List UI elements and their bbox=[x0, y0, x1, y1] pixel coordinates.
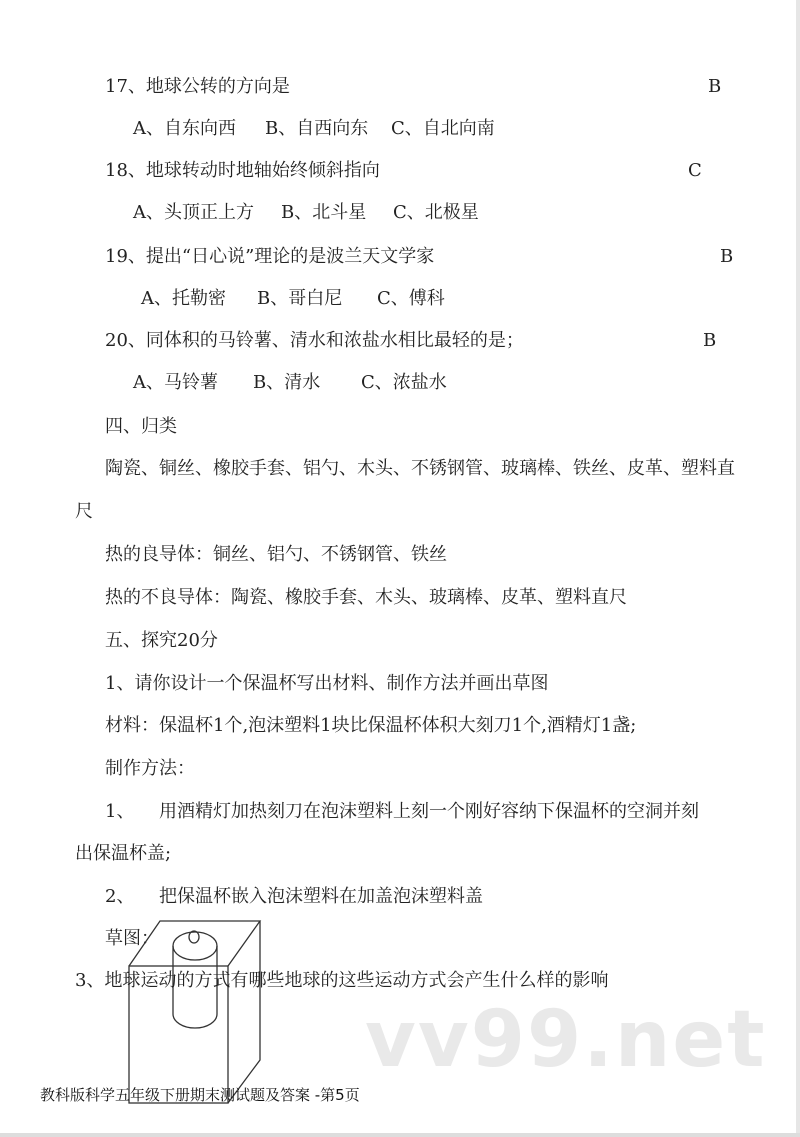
page-bottom-edge bbox=[0, 1133, 800, 1137]
classify-items-cont: 尺 bbox=[75, 501, 93, 522]
option-b: B、自西向东 bbox=[265, 118, 369, 139]
step-1-cont: 出保温杯盖; bbox=[75, 843, 172, 864]
cup-top bbox=[173, 932, 217, 960]
question-20-stem: 20、同体积的马铃薯、清水和浓盐水相比最轻的是； bbox=[105, 330, 524, 351]
option-a: A、自东向西 bbox=[133, 118, 236, 139]
question-19-answer: B bbox=[720, 246, 734, 267]
classify-items: 陶瓷、铜丝、橡胶手套、铝勺、木头、不锈钢管、玻璃棒、铁丝、皮革、塑料直 bbox=[105, 458, 735, 479]
sketch-label: 草图： bbox=[105, 928, 159, 949]
option-a: A、马铃薯 bbox=[133, 372, 218, 393]
poor-conductors: 热的不良导体：陶瓷、橡胶手套、木头、玻璃棒、皮革、塑料直尺 bbox=[105, 587, 627, 608]
box-side bbox=[228, 921, 260, 1103]
option-a: A、头顶正上方 bbox=[133, 202, 254, 223]
method-label: 制作方法： bbox=[105, 758, 195, 779]
option-c: C、傅科 bbox=[377, 288, 445, 309]
question-3: 3、地球运动的方式有哪些地球的这些运动方式会产生什么样的影响 bbox=[75, 970, 609, 991]
watermark: vv99.net bbox=[365, 995, 767, 1085]
step-1: 用酒精灯加热刻刀在泡沫塑料上刻一个刚好容纳下保温杯的空洞并刻 bbox=[159, 801, 699, 822]
option-b: B、清水 bbox=[253, 372, 321, 393]
page-footer: 教科版科学五年级下册期末测试题及答案 -第5页 bbox=[40, 1086, 360, 1104]
step-1-number: 1、 bbox=[105, 801, 135, 822]
question-19-stem: 19、提出“日心说”理论的是波兰天文学家 bbox=[105, 246, 435, 267]
question-1: 1、请你设计一个保温杯写出材料、制作方法并画出草图 bbox=[105, 673, 549, 694]
materials: 材料：保温杯1个,泡沫塑料1块比保温杯体积大刻刀1个,酒精灯1盏; bbox=[105, 715, 637, 736]
option-c: C、浓盐水 bbox=[361, 372, 447, 393]
question-17-answer: B bbox=[708, 76, 722, 97]
cup-knob bbox=[189, 931, 199, 943]
option-b: B、哥白尼 bbox=[257, 288, 343, 309]
step-2: 把保温杯嵌入泡沫塑料在加盖泡沫塑料盖 bbox=[159, 886, 483, 907]
section-4-title: 四、归类 bbox=[105, 416, 177, 437]
question-18-answer: C bbox=[688, 160, 702, 181]
section-5-title: 五、探究20分 bbox=[105, 630, 218, 651]
step-2-number: 2、 bbox=[105, 886, 135, 907]
question-18-stem: 18、地球转动时地轴始终倾斜指向 bbox=[105, 160, 380, 181]
good-conductors: 热的良导体：铜丝、铝勺、不锈钢管、铁丝 bbox=[105, 544, 447, 565]
option-a: A、托勒密 bbox=[141, 288, 226, 309]
question-17-stem: 17、地球公转的方向是 bbox=[105, 76, 290, 97]
page-edge bbox=[796, 0, 800, 1137]
question-20-answer: B bbox=[703, 330, 717, 351]
cup-bottom bbox=[173, 1014, 217, 1028]
option-b: B、北斗星 bbox=[281, 202, 367, 223]
option-c: C、北极星 bbox=[393, 202, 479, 223]
option-c: C、自北向南 bbox=[391, 118, 495, 139]
